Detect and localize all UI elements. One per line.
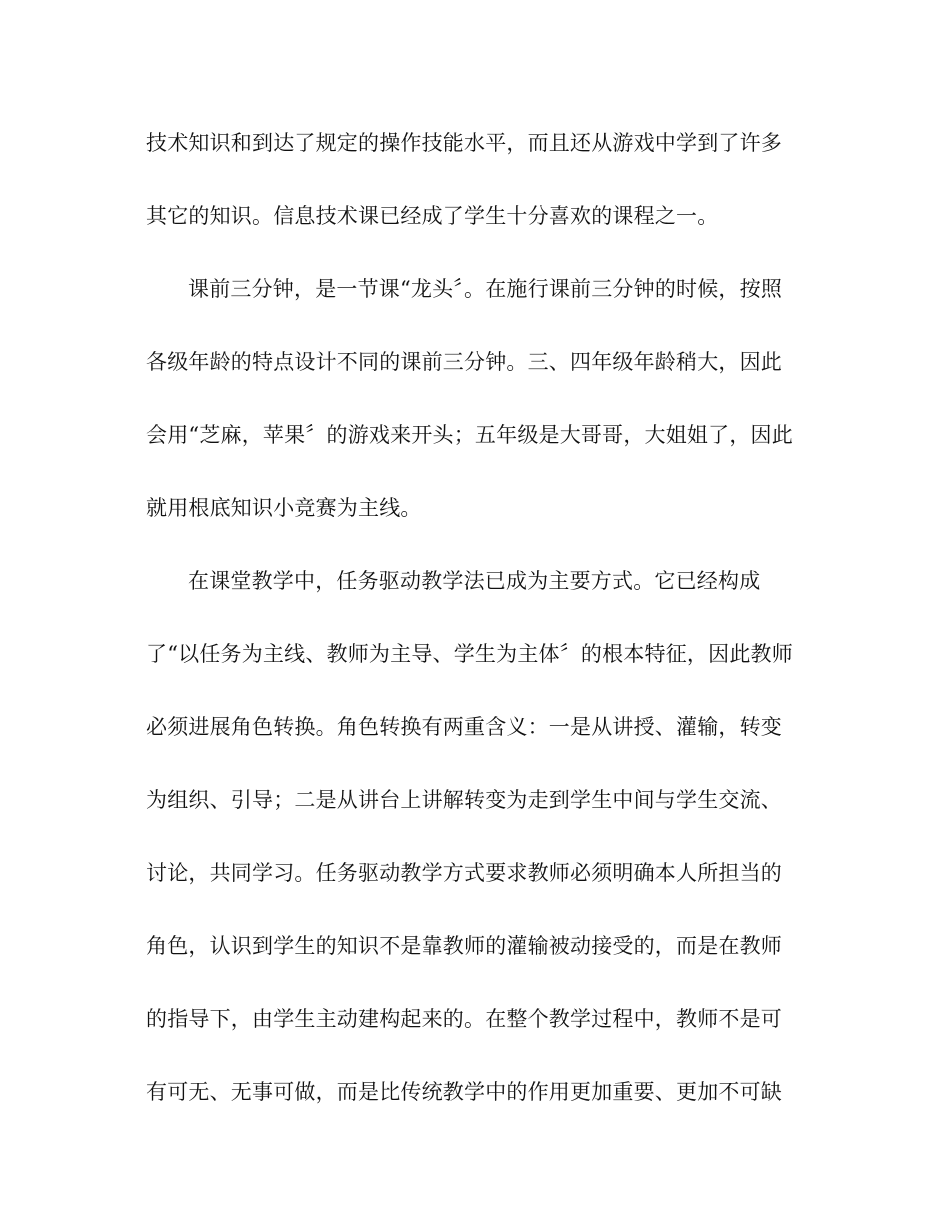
text-line-6: 就用根底知识小竞赛为主线。 (146, 496, 422, 520)
text-line-10: 为组织、引导；二是从讲台上讲解转变为走到学生中间与学生交流、 (146, 788, 782, 812)
text-line-4: 各级年龄的特点设计不同的课前三分钟。三、四年级年龄稍大，因此 (146, 350, 782, 374)
text-line-1: 技术知识和到达了规定的操作技能水平，而且还从游戏中学到了许多 (146, 131, 782, 155)
text-line-5: 会用“芝麻，苹果〞的游戏来开头；五年级是大哥哥，大姐姐了，因此 (146, 423, 793, 447)
text-line-13: 的指导下，由学生主动建构起来的。在整个教学过程中，教师不是可 (146, 1007, 782, 1031)
text-line-8: 了“以任务为主线、教师为主导、学生为主体〞的根本特征，因此教师 (146, 642, 793, 666)
text-line-3: 课前三分钟，是一节课“龙头〞。在施行课前三分钟的时候，按照 (188, 277, 783, 301)
text-line-12: 角色，认识到学生的知识不是靠教师的灌输被动接受的，而是在教师 (146, 934, 782, 958)
text-line-11: 讨论，共同学习。任务驱动教学方式要求教师必须明确本人所担当的 (146, 861, 782, 885)
text-line-9: 必须进展角色转换。角色转换有两重含义：一是从讲授、灌输，转变 (146, 715, 782, 739)
text-line-2: 其它的知识。信息技术课已经成了学生十分喜欢的课程之一。 (146, 204, 719, 228)
text-line-7: 在课堂教学中，任务驱动教学法已成为主要方式。它已经构成 (188, 569, 761, 593)
text-line-14: 有可无、无事可做，而是比传统教学中的作用更加重要、更加不可缺 (146, 1080, 782, 1104)
